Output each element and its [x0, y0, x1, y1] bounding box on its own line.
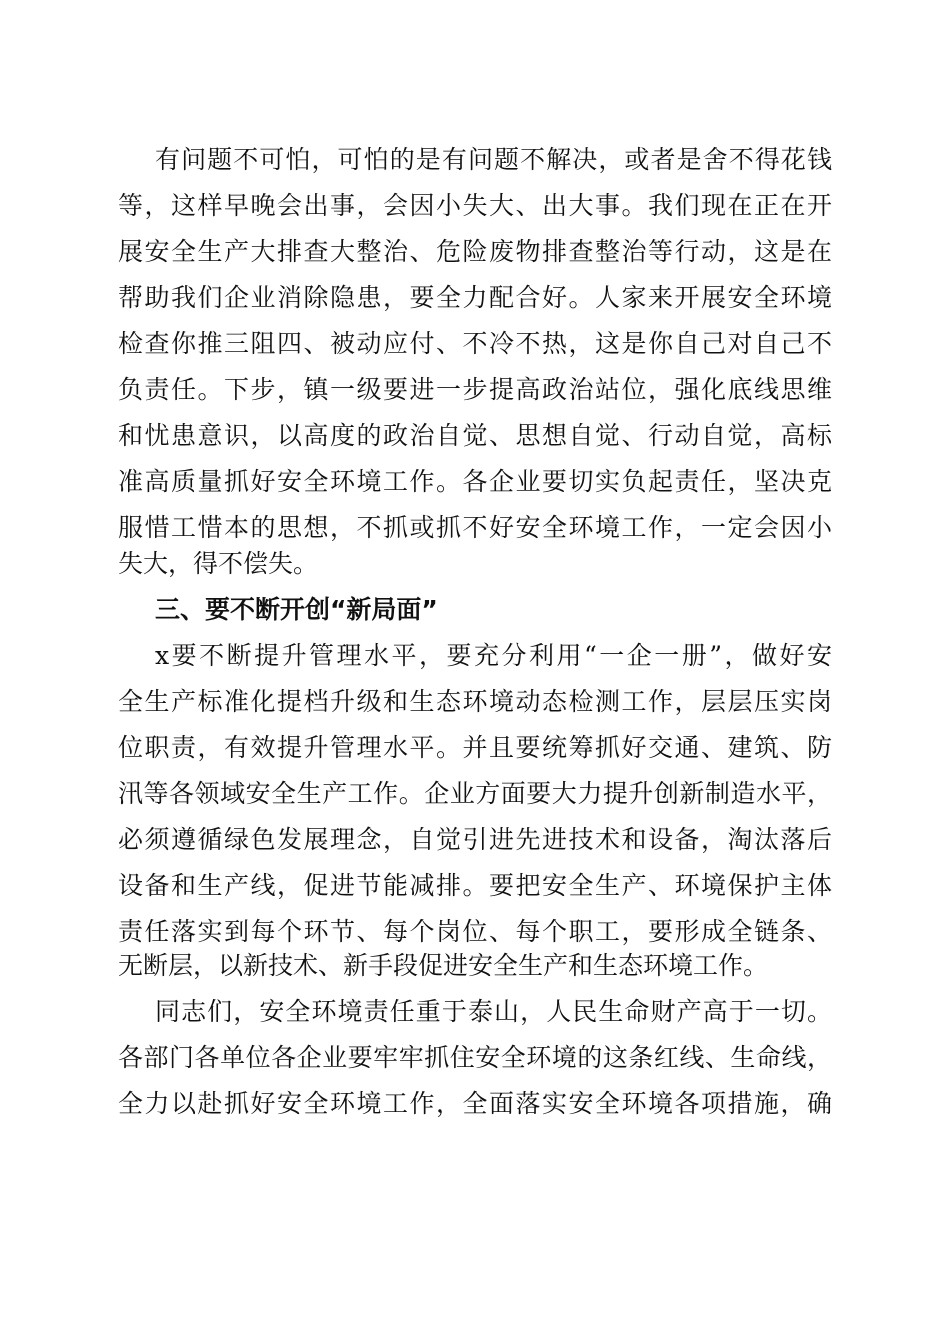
paragraph-line: 同志们，安全环境责任重于泰山，人民生命财产高于一切。	[155, 997, 832, 1026]
paragraph-line: 准高质量抓好安全环境工作。各企业要切实负起责任，坚决克	[118, 467, 832, 496]
paragraph-line: 各部门各单位各企业要牢牢抓住安全环境的这条红线、生命线，	[118, 1043, 832, 1072]
paragraph-line: 设备和生产线，促进节能减排。要把安全生产、环境保护主体	[118, 871, 832, 900]
section-heading: 三、要不断开创“新局面”	[155, 595, 438, 624]
paragraph-line: 位职责，有效提升管理水平。并且要统筹抓好交通、建筑、防	[118, 733, 832, 762]
paragraph-line: x要不断提升管理水平，要充分利用“一企一册”，做好安	[155, 641, 832, 670]
paragraph-line: 有问题不可怕，可怕的是有问题不解决，或者是舍不得花钱	[155, 145, 832, 174]
paragraph-line: 责任落实到每个环节、每个岗位、每个职工，要形成全链条、	[118, 917, 832, 946]
paragraph-line: 等，这样早晚会出事，会因小失大、出大事。我们现在正在开	[118, 191, 832, 220]
paragraph-line: 全生产标准化提档升级和生态环境动态检测工作，层层压实岗	[118, 687, 832, 716]
paragraph-line: 展安全生产大排查大整治、危险废物排查整治等行动，这是在	[118, 237, 832, 266]
paragraph-line: 检查你推三阻四、被动应付、不冷不热，这是你自己对自己不	[118, 329, 832, 358]
paragraph-line: 汛等各领域安全生产工作。企业方面要大力提升创新制造水平，	[118, 779, 832, 808]
paragraph-line: 无断层，以新技术、新手段促进安全生产和生态环境工作。	[118, 951, 769, 980]
paragraph-line: 失大，得不偿失。	[118, 549, 319, 578]
paragraph-line: 必须遵循绿色发展理念，自觉引进先进技术和设备，淘汰落后	[118, 825, 832, 854]
paragraph-line: 负责任。下步，镇一级要进一步提高政治站位，强化底线思维	[118, 375, 832, 404]
paragraph-line: 全力以赴抓好安全环境工作，全面落实安全环境各项措施，确	[118, 1089, 832, 1118]
paragraph-line: 和忧患意识，以高度的政治自觉、思想自觉、行动自觉，高标	[118, 421, 832, 450]
paragraph-line: 服惜工惜本的思想，不抓或抓不好安全环境工作，一定会因小	[118, 513, 832, 542]
paragraph-line: 帮助我们企业消除隐患，要全力配合好。人家来开展安全环境	[118, 283, 832, 312]
